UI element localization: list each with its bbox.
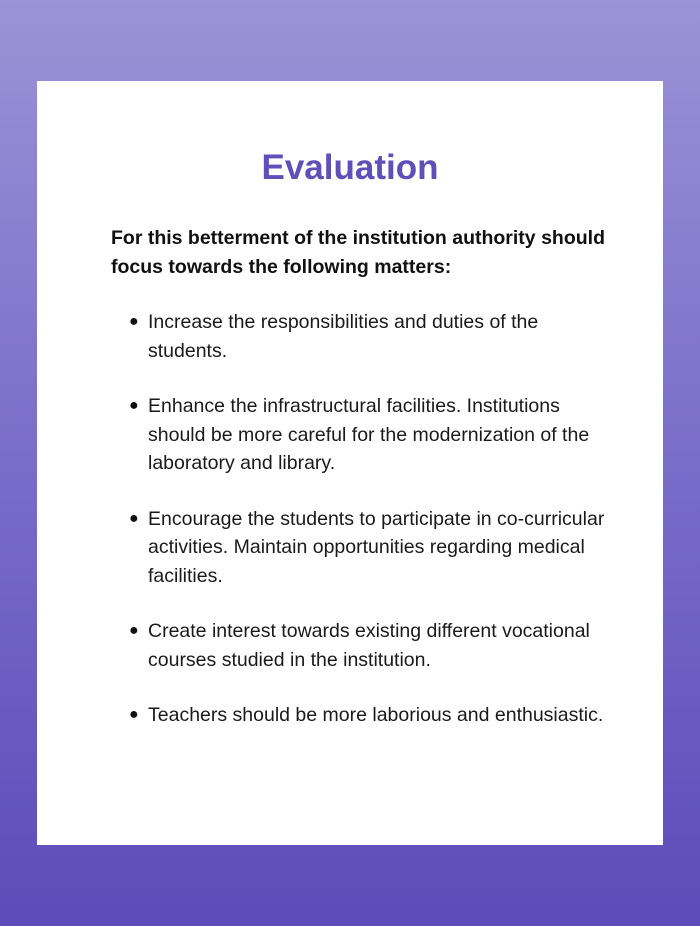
list-item-text: Create interest towards existing different vocational courses studied in the institution. <box>148 620 590 671</box>
list-item-text: Increase the responsibilities and duties of the students. <box>148 311 539 362</box>
list-item-text: Teachers should be more laborious and enthusiastic. <box>148 704 604 726</box>
list-item <box>129 392 609 478</box>
list-item <box>129 617 609 674</box>
intro-text: For this betterment of the institution authority should focus towards the following matters: <box>111 227 605 278</box>
bullet-icon: ● <box>129 509 139 527</box>
list-item <box>129 701 609 730</box>
recommendation-list <box>129 308 609 757</box>
list-item-text: Enhance the infrastructural facilities. Institutions should be more careful for the modernization of the laboratory and library. <box>148 395 590 474</box>
bullet-icon: ● <box>129 397 139 414</box>
list-item <box>129 308 609 365</box>
bullet-icon: ● <box>129 622 139 639</box>
list-item-text: Encourage the students to participate in co-curricular activities. Maintain opportunities regarding medical facilities. <box>148 507 605 587</box>
bullet-icon: ● <box>129 313 139 330</box>
bullet-icon: ● <box>129 706 139 723</box>
list-item <box>129 505 609 591</box>
evaluation-card <box>37 81 663 845</box>
page-title: Evaluation <box>261 148 439 187</box>
